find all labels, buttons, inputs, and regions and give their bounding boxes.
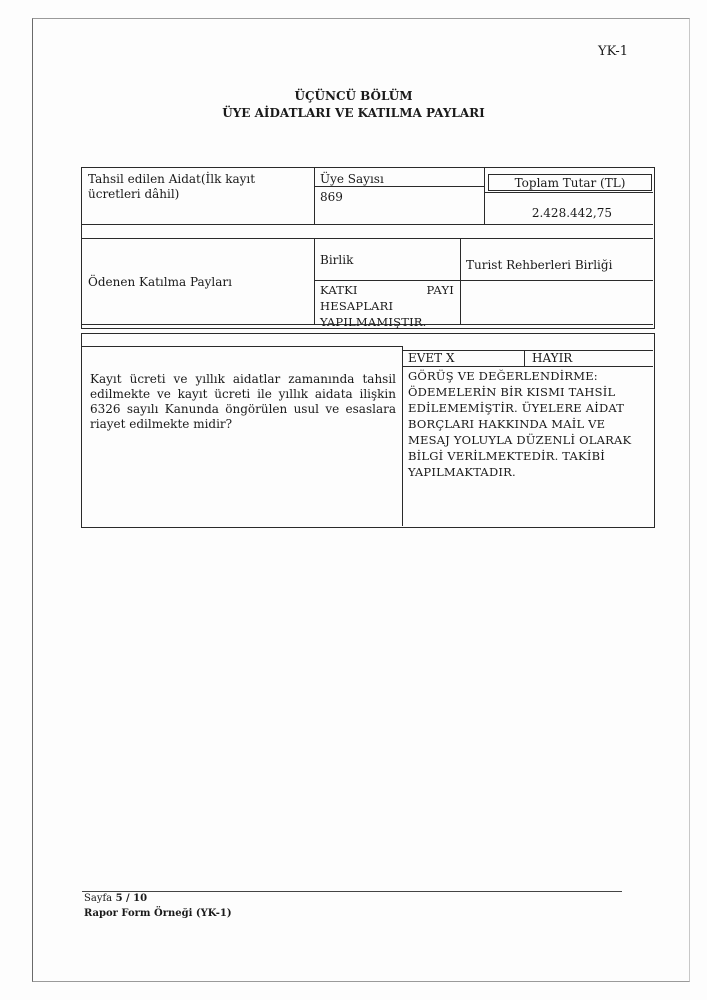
compliance-question: Kayıt ücreti ve yıllık aidatlar zamanında tahsil edilmekte ve kayıt ücreti ile yıllık aidata ilişkin 6326 sayılı Kanunda öngörülen usul ve esaslara riayet edilmekte midir? bbox=[90, 372, 396, 431]
page-number: 5 / 10 bbox=[115, 893, 148, 904]
fees-table-divider bbox=[314, 168, 315, 224]
total-amount-value: 2.428.442,75 bbox=[531, 206, 612, 220]
opinion-label: GÖRÜŞ VE DEĞERLENDİRME: bbox=[408, 369, 598, 383]
question-table-divider bbox=[402, 346, 403, 526]
document-code: YK-1 bbox=[598, 44, 629, 59]
union-label: Birlik bbox=[320, 253, 354, 267]
question-table-divider bbox=[402, 366, 653, 367]
collected-fee-label: Tahsil edilen Aidat(İlk kayıt ücretleri dâhil) bbox=[88, 172, 256, 201]
question-table-divider bbox=[524, 350, 525, 366]
footer-divider bbox=[82, 891, 622, 892]
union-value: Turist Rehberleri Birliği bbox=[466, 258, 613, 272]
fees-table-divider bbox=[314, 238, 315, 324]
question-table bbox=[81, 333, 655, 528]
page-indicator bbox=[84, 893, 147, 904]
opinion-text: ÖDEMELERİN BİR KISMI TAHSİL EDİLEMEMİŞTİR. ÜYELERE AİDAT BORÇLARI HAKKINDA MAİL VE MESAJ YOLUYLA DÜZENLİ OLARAK BİLGİ VERİLMEKTEDİR. TAKİBİ YAPILMAKTADIR. bbox=[408, 385, 632, 479]
fees-table-divider bbox=[314, 280, 653, 281]
paid-share-label: Ödenen Katılma Payları bbox=[88, 275, 232, 289]
fees-table bbox=[81, 167, 655, 329]
fees-table-divider bbox=[82, 224, 653, 225]
fees-table-divider bbox=[484, 192, 653, 193]
section-subtitle: ÜYE AİDATLARI VE KATILMA PAYLARI bbox=[222, 106, 485, 120]
section-title: ÜÇÜNCÜ BÖLÜM bbox=[294, 89, 413, 103]
member-count-label: Üye Sayısı bbox=[320, 172, 384, 186]
yes-option: EVET X bbox=[408, 351, 455, 365]
question-table-divider bbox=[82, 346, 402, 347]
total-amount-label: Toplam Tutar (TL) bbox=[514, 176, 626, 190]
page-prefix: Sayfa bbox=[84, 893, 113, 904]
fees-table-divider bbox=[82, 238, 653, 239]
form-name: Rapor Form Örneği (YK-1) bbox=[84, 908, 232, 919]
fees-table-divider bbox=[460, 238, 461, 324]
member-count-value: 869 bbox=[320, 190, 343, 204]
no-option: HAYIR bbox=[532, 351, 573, 365]
share-note: KATKI PAYI HESAPLARI YAPILMAMIŞTIR. bbox=[320, 283, 454, 329]
